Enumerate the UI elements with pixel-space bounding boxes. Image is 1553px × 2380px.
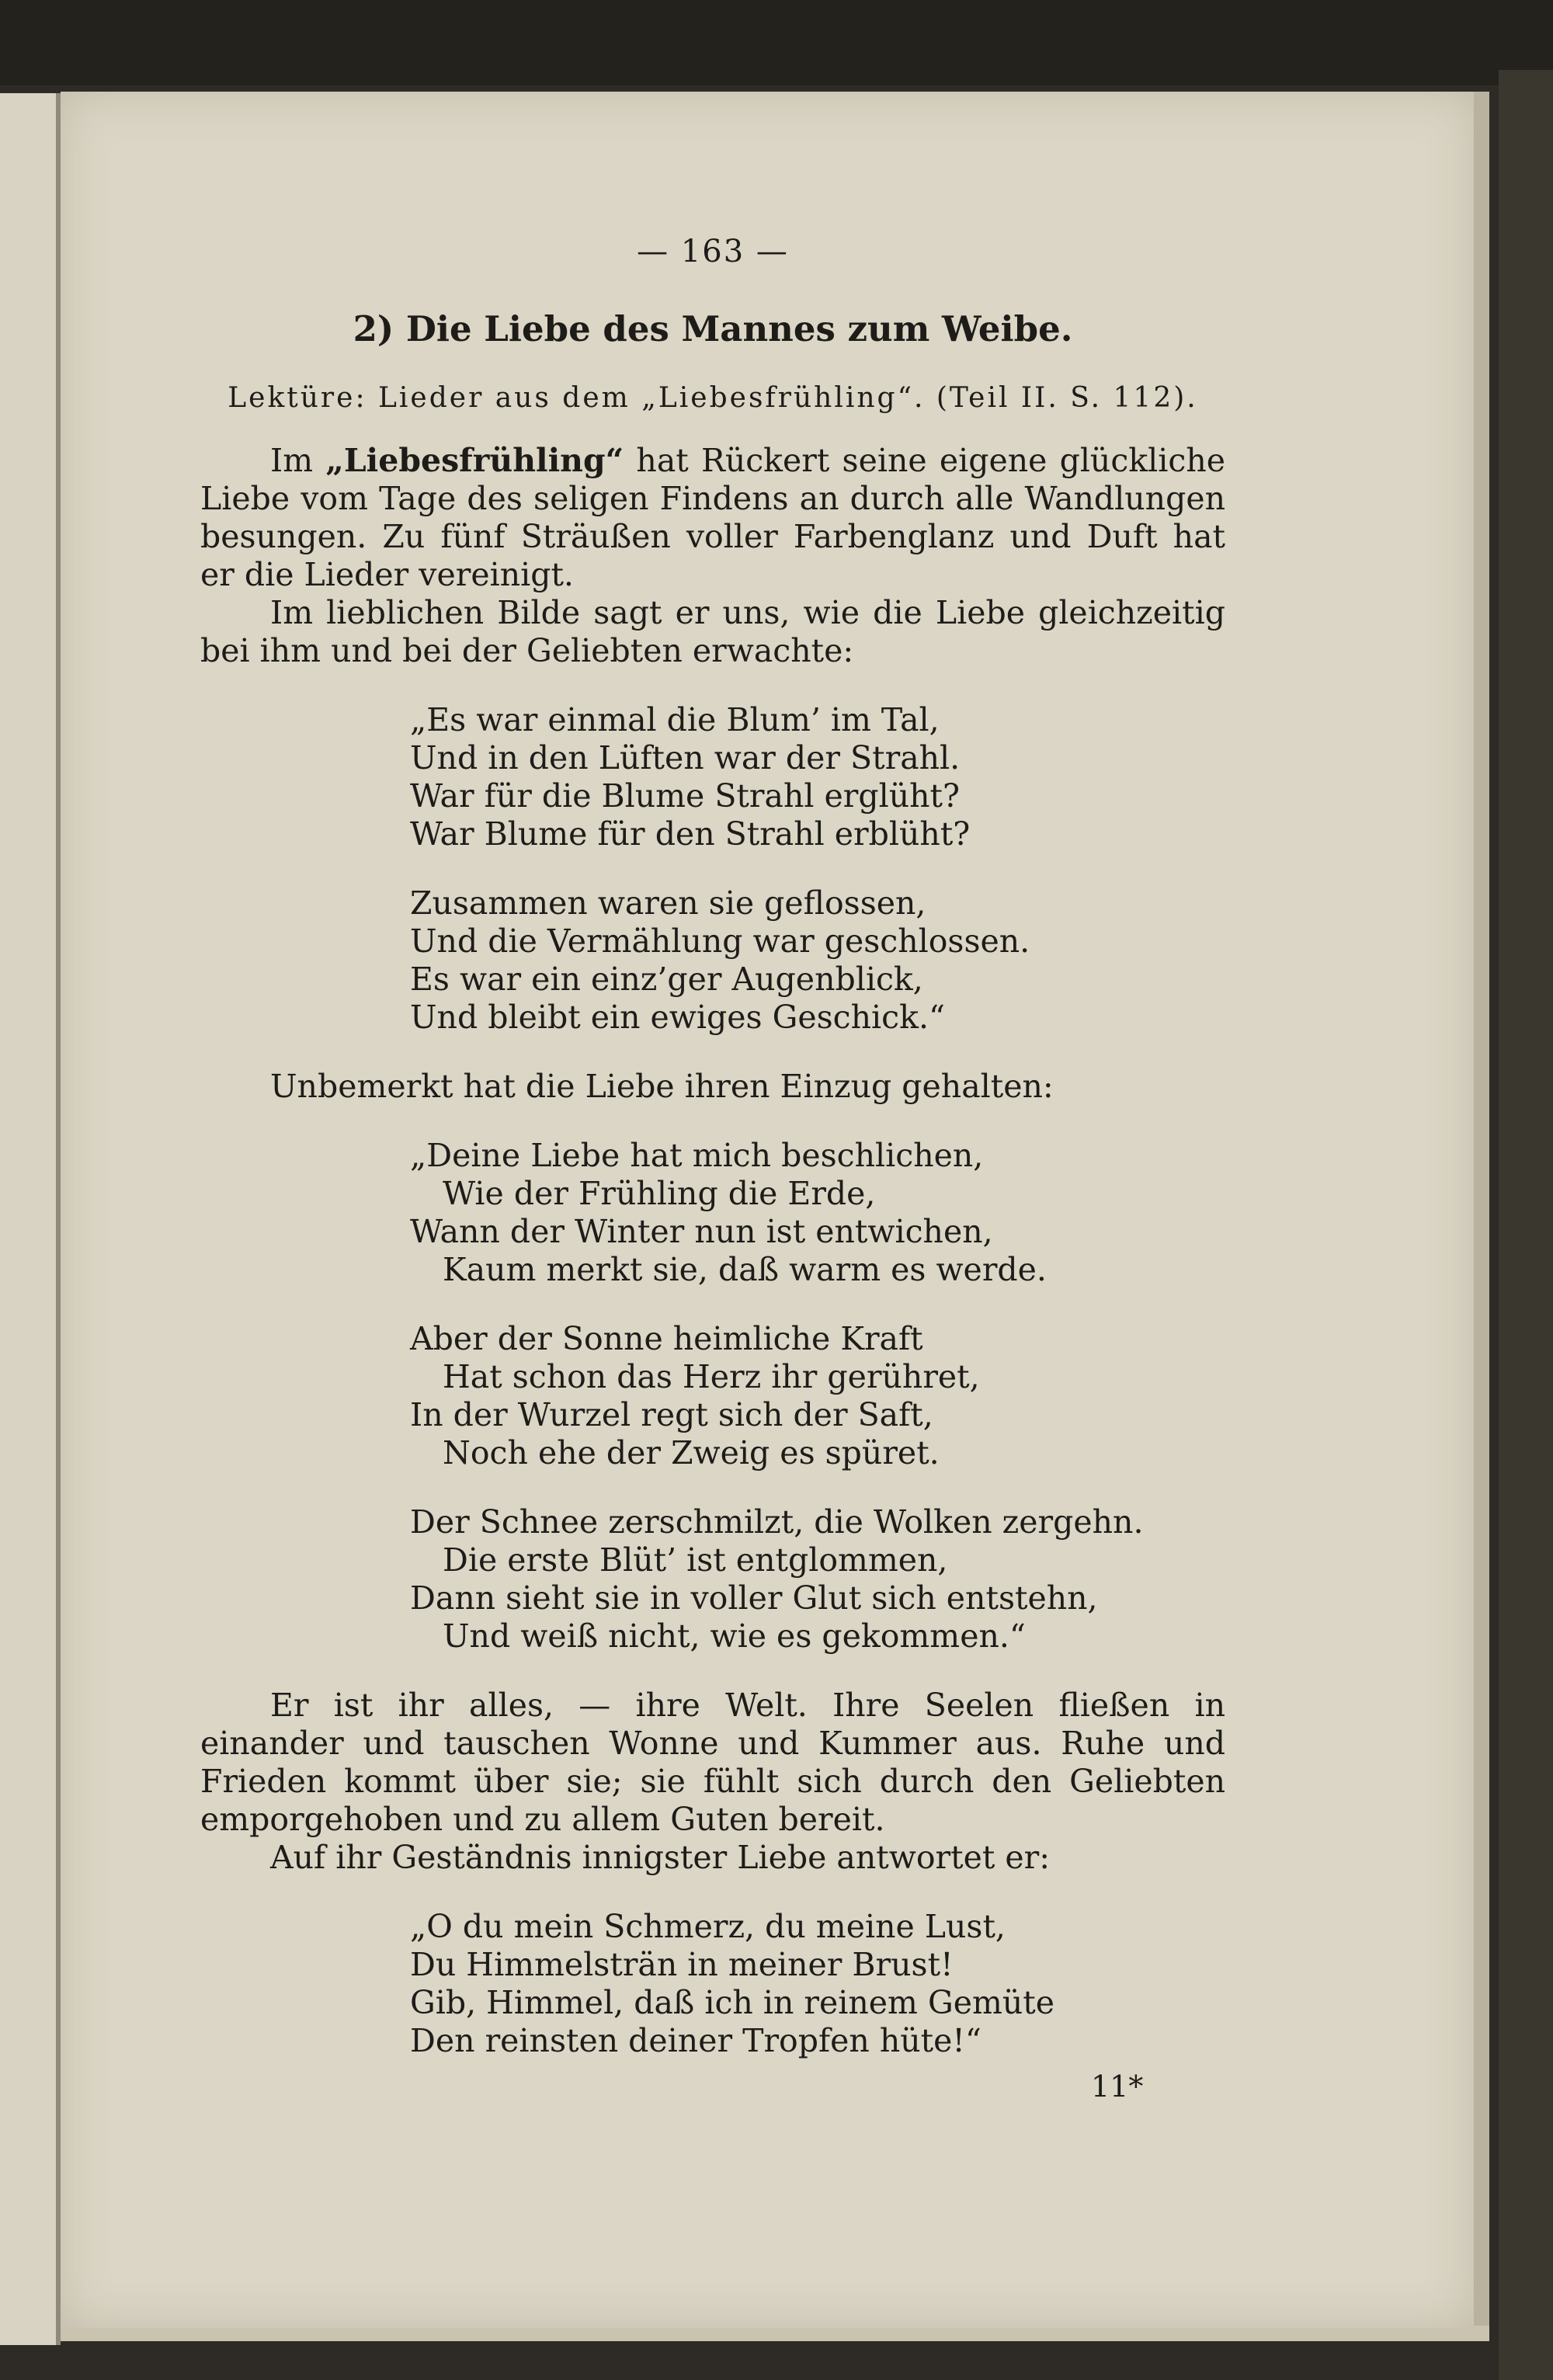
intro-rest: hat Rückert seine eigene glückliche Liebe vom Tage des seligen Findens an durch alle Wandlungen besungen. Zu fünf Sträußen voller Farbenglanz und Duft hat er die Lieder vereinigt. <box>200 442 1225 593</box>
paragraph-4: Er ist ihr alles, — ihre Welt. Ihre Seelen fließen in einander und tauschen Wonne und Kummer aus. Ruhe und Frieden kommt über sie; sie fühlt sich durch den Geliebten emporgehoben und zu allem Guten bereit. <box>200 1687 1225 1838</box>
poem-line: In der Wurzel regt sich der Saft, <box>410 1396 933 1433</box>
poem-line: Und bleibt ein ewiges Geschick.“ <box>410 999 945 1036</box>
poem-line: Wie der Frühling die Erde, <box>443 1175 876 1212</box>
section-heading: 2) Die Liebe des Mannes zum Weibe. <box>353 308 1073 349</box>
poem-line: Es war ein einz’ger Augenblick, <box>410 961 923 998</box>
poem-line: Der Schnee zerschmilzt, die Wolken zergehn. <box>410 1503 1144 1541</box>
paragraph-3: Unbemerkt hat die Liebe ihren Einzug gehalten: <box>270 1068 1054 1105</box>
poem-3 <box>410 1908 1225 2060</box>
poem-line: War für die Blume Strahl erglüht? <box>410 777 960 815</box>
poem-line: Den reinsten deiner Tropfen hüte!“ <box>410 2022 981 2059</box>
poem-line: „O du mein Schmerz, du meine Lust, <box>410 1908 1006 1945</box>
page-content <box>200 233 1225 2091</box>
poem-line: Zusammen waren sie geflossen, <box>410 884 926 922</box>
page-bottom-edge <box>61 2326 1489 2341</box>
poem-1-stanza-1 <box>410 701 1225 853</box>
page-number: — 163 — <box>637 234 789 269</box>
intro-start: Im <box>270 442 326 479</box>
poem-1-stanza-2 <box>410 884 1225 1037</box>
poem-line: Kaum merkt sie, daß warm es werde. <box>443 1251 1047 1288</box>
poem-line: Hat schon das Herz ihr gerühret, <box>443 1358 980 1395</box>
poem-line: „Es war einmal die Blum’ im Tal, <box>410 701 940 738</box>
poem-line: Wann der Winter nun ist entwichen, <box>410 1213 993 1250</box>
poem-line: Gib, Himmel, daß ich in reinem Gemüte <box>410 1984 1055 2021</box>
poem-3-stanza-1 <box>410 1908 1225 2060</box>
poem-line: Du Himmelsträn in meiner Brust! <box>410 1946 954 1983</box>
poem-2-stanza-2 <box>410 1320 1225 1472</box>
reading-reference: Lektüre: Lieder aus dem „Liebesfrühling“. (Teil II. S. 112). <box>228 382 1198 414</box>
poem-2-stanza-3 <box>410 1503 1225 1656</box>
facing-page-edge <box>0 93 61 2345</box>
poem-line: Aber der Sonne heimliche Kraft <box>410 1320 923 1357</box>
signature-mark: 11* <box>1091 2069 1144 2104</box>
intro-title: „Liebesfrühling“ <box>325 442 624 479</box>
paragraph-2: Im lieblichen Bilde sagt er uns, wie die Liebe gleichzeitig bei ihm und bei der Geliebten erwachte: <box>200 594 1225 669</box>
poem-line: „Deine Liebe hat mich beschlichen, <box>410 1137 984 1174</box>
poem-line: Die erste Blüt’ ist entglommen, <box>443 1541 948 1579</box>
book-cover-right <box>1499 70 1553 2380</box>
poem-2 <box>410 1137 1225 1656</box>
poem-2-stanza-1 <box>410 1137 1225 1289</box>
intro-paragraph <box>200 442 1225 594</box>
poem-line: Und die Vermählung war geschlossen. <box>410 922 1030 960</box>
poem-line: Noch ehe der Zweig es spüret. <box>443 1434 940 1471</box>
book-cover-top <box>0 0 1553 85</box>
poem-line: Dann sieht sie in voller Glut sich entstehn, <box>410 1579 1098 1617</box>
poem-line: Und in den Lüften war der Strahl. <box>410 739 961 777</box>
poem-1 <box>410 701 1225 1037</box>
poem-line: War Blume für den Strahl erblüht? <box>410 815 971 853</box>
poem-line: Und weiß nicht, wie es gekommen.“ <box>443 1617 1026 1655</box>
paragraph-5: Auf ihr Geständnis innigster Liebe antwortet er: <box>270 1839 1051 1876</box>
